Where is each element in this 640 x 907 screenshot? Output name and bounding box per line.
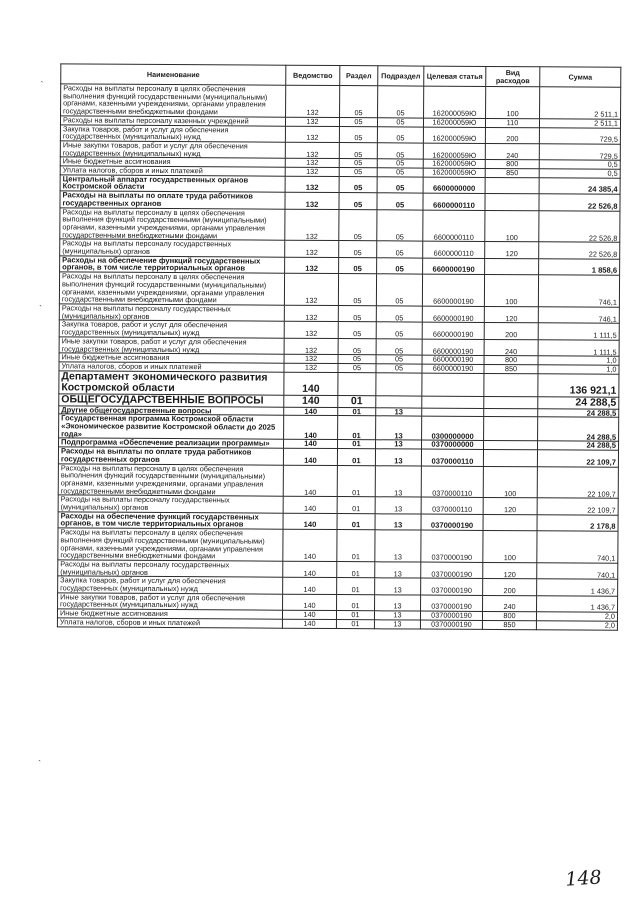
cell-kind: 100 (483, 531, 537, 563)
cell-dept: 140 (282, 610, 336, 619)
cell-amount: 1 436,7 (537, 596, 618, 613)
cell-kind: 240 (483, 595, 537, 612)
margin-tick-mark: ˋ (38, 759, 42, 771)
cell-target: 0370000190 (421, 578, 483, 595)
cell-target: 162000059Ю (423, 118, 485, 127)
cell-section: 05 (340, 86, 378, 118)
cell-subsection: 13 (375, 514, 421, 531)
cell-amount: 1,0 (538, 356, 619, 365)
cell-section: 01 (337, 530, 375, 562)
budget-table (57, 63, 621, 630)
cell-subsection: 05 (377, 126, 423, 143)
cell-dept: 132 (284, 354, 338, 363)
cell-name: Иные закупки товаров, работ и услуг для обеспечения государственных (муниципальных) нужд (59, 337, 284, 355)
cell-section: 01 (336, 619, 374, 628)
cell-subsection: 13 (375, 595, 421, 612)
cell-section: 05 (339, 159, 377, 168)
cell-amount: 1 111,5 (538, 340, 619, 357)
cell-dept: 140 (283, 561, 337, 578)
cell-name: Иные бюджетные ассигнования (57, 609, 282, 619)
cell-amount: 2,0 (536, 612, 617, 621)
handwritten-page-number: 148 (564, 866, 603, 891)
cell-dept: 132 (285, 176, 339, 193)
cell-name: Другие общегосударственные вопросы (59, 405, 284, 415)
cell-target: 6600000190 (423, 258, 485, 275)
cell-target: 0370000190 (421, 562, 483, 579)
cell-name: Расходы на обеспечение функций государственных органов, в том числе территориальных органов (58, 512, 283, 530)
cell-target: 6600000190 (422, 306, 484, 323)
cell-dept: 140 (284, 440, 338, 449)
cell-amount: 1 858,6 (539, 259, 620, 276)
cell-dept: 132 (284, 273, 338, 305)
cell-name: Расходы на выплаты персоналу государственных (муниципальных) органов (60, 239, 285, 257)
cell-dept: 132 (285, 117, 339, 126)
cell-name: Иные бюджетные ассигнования (60, 157, 285, 167)
cell-name: Расходы на выплаты персоналу государственных (муниципальных) органов (58, 560, 283, 578)
cell-section: 05 (339, 117, 377, 126)
cell-amount: 740,1 (537, 531, 618, 563)
table-row (60, 207, 620, 242)
cell-subsection: 13 (375, 578, 421, 595)
cell-section: 01 (338, 395, 376, 407)
cell-subsection: 13 (375, 449, 421, 466)
cell-subsection: 05 (376, 364, 422, 373)
cell-amount: 24 288,5 (538, 417, 619, 442)
cell-section: 05 (338, 355, 376, 364)
cell-kind (485, 177, 539, 194)
cell-dept: 132 (284, 363, 338, 372)
cell-subsection: 05 (377, 168, 423, 177)
cell-section: 01 (338, 440, 376, 449)
cell-section: 05 (339, 209, 377, 241)
cell-amount: 22 109,7 (537, 466, 618, 498)
cell-section: 05 (339, 193, 377, 210)
cell-name: Расходы на выплаты персоналу государственных (муниципальных) органов (59, 304, 284, 322)
cell-amount: 1 111,5 (538, 323, 619, 340)
cell-target: 6600000190 (422, 274, 484, 306)
cell-subsection: 05 (376, 306, 422, 323)
cell-section: 01 (337, 497, 375, 514)
cell-target: 0370000000 (422, 440, 484, 449)
cell-name: Закупка товаров, работ и услуг для обеспечения государственных (муниципальных) нужд (60, 124, 285, 142)
cell-dept: 132 (285, 167, 339, 176)
cell-subsection: 13 (376, 407, 422, 416)
cell-dept: 140 (282, 619, 336, 628)
cell-section: 01 (337, 465, 375, 497)
cell-subsection: 05 (377, 177, 423, 194)
cell-name: ОБЩЕГОСУДАРСТВЕННЫЕ ВОПРОСЫ (59, 393, 284, 406)
cell-dept: 132 (284, 338, 338, 355)
cell-target: 0370000190 (421, 595, 483, 612)
cell-target: 6600000110 (423, 210, 485, 242)
cell-kind: 850 (482, 620, 536, 629)
cell-amount: 2 178,8 (537, 515, 618, 532)
cell-section: 01 (337, 578, 375, 595)
cell-amount: 22 526,8 (539, 194, 620, 211)
margin-tick-mark: ˋ (38, 304, 43, 316)
cell-section: 05 (339, 176, 377, 193)
cell-amount: 2 511,1 (539, 119, 620, 128)
cell-kind (484, 441, 538, 450)
cell-kind: 200 (484, 323, 538, 340)
cell-subsection: 13 (375, 562, 421, 579)
cell-subsection: 13 (376, 416, 422, 440)
cell-target (422, 373, 484, 396)
cell-subsection: 05 (376, 355, 422, 364)
cell-amount: 746,1 (538, 275, 619, 307)
cell-subsection (376, 395, 422, 407)
cell-section: 05 (339, 126, 377, 143)
cell-dept: 132 (284, 305, 338, 322)
table-row (58, 463, 618, 498)
cell-kind: 120 (485, 242, 539, 259)
header-kind: Вид расходов (486, 66, 540, 86)
cell-name: Центральный аппарат государственных органов Костромской области (60, 175, 285, 193)
cell-target: 0370000190 (420, 611, 482, 620)
cell-subsection: 13 (375, 465, 421, 497)
cell-dept: 140 (283, 529, 337, 561)
cell-kind: 800 (484, 356, 538, 365)
cell-kind (484, 373, 538, 396)
cell-name: Расходы на выплаты персоналу государственных (муниципальных) органов (58, 495, 283, 513)
cell-dept: 132 (285, 209, 339, 241)
cell-dept: 140 (283, 578, 337, 595)
cell-subsection: 05 (377, 209, 423, 241)
cell-kind: 200 (483, 579, 537, 596)
cell-name: Департамент экономического развития Костромской области (59, 370, 284, 394)
header-subsection: Подраздел (378, 66, 424, 86)
cell-subsection: 05 (377, 159, 423, 168)
cell-kind: 850 (485, 168, 539, 177)
cell-name: Уплата налогов, сборов и иных платежей (59, 362, 284, 372)
cell-kind (484, 396, 538, 408)
cell-section: 01 (338, 416, 376, 440)
cell-subsection: 05 (376, 339, 422, 356)
cell-dept: 132 (285, 142, 339, 159)
cell-name: Расходы на выплаты персоналу в целях обеспечения выполнения функций государственными (муниципальными) органами, казенными учреждениями, органами управления государственными внебюджетными фондами (58, 528, 283, 561)
cell-kind (484, 408, 538, 417)
cell-target: 6600000110 (423, 241, 485, 258)
cell-name: Закупка товаров, работ и услуг для обеспечения государственных (муниципальных) нужд (58, 576, 283, 594)
cell-dept: 132 (284, 322, 338, 339)
cell-section: 05 (339, 241, 377, 258)
cell-section: 05 (339, 142, 377, 159)
header-amount: Сумма (540, 67, 621, 87)
cell-name: Расходы на выплаты персоналу в целях обеспечения выполнения функций государственными (муниципальными) органами, казенными учреждениями, органами управления государственными внебюджетными фондами (59, 272, 284, 305)
cell-target: 6600000110 (423, 193, 485, 210)
cell-section: 05 (338, 338, 376, 355)
cell-dept: 140 (284, 395, 338, 407)
cell-subsection: 05 (376, 322, 422, 339)
header-name: Наименование (61, 64, 286, 85)
cell-section: 05 (338, 306, 376, 323)
cell-subsection: 05 (377, 241, 423, 258)
cell-target: 0370000110 (421, 466, 483, 498)
cell-amount: 0,5 (539, 160, 620, 169)
cell-target: 162000059Ю (423, 159, 485, 168)
cell-target: 6600000190 (422, 339, 484, 356)
cell-kind: 110 (485, 118, 539, 127)
cell-subsection: 05 (377, 118, 423, 127)
cell-subsection: 05 (376, 274, 422, 306)
cell-dept: 132 (285, 257, 339, 274)
cell-subsection: 13 (375, 530, 421, 562)
cell-target: 0300000000 (422, 416, 484, 440)
cell-target: 162000059Ю (423, 168, 485, 177)
cell-kind: 240 (485, 143, 539, 160)
cell-dept: 132 (286, 85, 340, 117)
cell-dept: 140 (283, 513, 337, 530)
cell-name: Иные закупки товаров, работ и услуг для обеспечения государственных (муниципальных) нужд (60, 141, 285, 159)
cell-target: 162000059Ю (423, 127, 485, 144)
cell-amount: 22 526,8 (539, 242, 620, 259)
cell-amount: 24 288,5 (538, 441, 619, 450)
cell-section: 01 (337, 513, 375, 530)
table-row (59, 272, 619, 307)
cell-kind: 100 (486, 86, 540, 118)
cell-name: Иные закупки товаров, работ и услуг для обеспечения государственных (муниципальных) нужд (58, 593, 283, 611)
cell-dept: 140 (284, 372, 338, 395)
cell-name: Расходы на выплаты персоналу в целях обеспечения выполнения функций государственными (муниципальными) органами, казенными учреждениями, органами управления государственными внебюджетными фондами (61, 84, 286, 117)
table-body (57, 84, 620, 630)
cell-section: 01 (337, 562, 375, 579)
cell-name: Уплата налогов, сборов и иных платежей (57, 618, 282, 628)
cell-target: 0370000190 (420, 620, 482, 629)
cell-name: Расходы на выплаты персоналу в целях обеспечения выполнения функций государственными (муниципальными) органами, казенными учреждениями, органами управления государственными внебюджетными фондами (58, 463, 283, 496)
cell-dept: 132 (285, 126, 339, 143)
cell-section (338, 372, 376, 395)
cell-amount: 2 511,1 (540, 87, 621, 119)
cell-name: Расходы на выплаты персоналу казенных учреждений (60, 116, 285, 126)
cell-subsection: 05 (377, 193, 423, 210)
cell-kind (483, 514, 537, 531)
cell-section: 01 (338, 407, 376, 416)
table-row (58, 528, 618, 563)
cell-target: 162000059Ю (423, 143, 485, 160)
cell-dept: 132 (285, 159, 339, 168)
cell-kind: 120 (484, 306, 538, 323)
table-row (61, 84, 621, 119)
cell-kind (484, 417, 538, 441)
cell-section: 05 (338, 322, 376, 339)
cell-subsection (376, 372, 422, 395)
cell-dept: 140 (284, 416, 338, 440)
cell-amount: 746,1 (538, 307, 619, 324)
cell-name: Государственная программа Костромской области «Экономическое развитие Костромской области до 2025 года» (59, 414, 284, 439)
cell-amount: 729,5 (539, 127, 620, 144)
cell-dept: 132 (285, 241, 339, 258)
cell-kind: 100 (483, 466, 537, 498)
cell-subsection: 05 (378, 86, 424, 118)
cell-amount: 22 109,7 (537, 498, 618, 515)
cell-dept: 132 (285, 192, 339, 209)
cell-amount: 24 385,4 (539, 178, 620, 195)
margin-tick-mark: ˋ (40, 80, 44, 92)
cell-subsection: 13 (376, 440, 422, 449)
cell-target: 0370000190 (421, 514, 483, 531)
cell-name: Расходы на выплаты персоналу в целях обеспечения выполнения функций государственными (муниципальными) органами, казенными учреждениями, органами управления государственными внебюджетными фондами (60, 207, 285, 240)
cell-amount: 22 109,7 (537, 450, 618, 467)
cell-name: Иные бюджетные ассигнования (59, 353, 284, 363)
cell-section: 01 (337, 449, 375, 466)
header-section: Раздел (340, 66, 378, 86)
cell-section: 05 (338, 363, 376, 372)
cell-dept: 140 (283, 594, 337, 611)
cell-kind (485, 194, 539, 211)
cell-section: 05 (339, 168, 377, 177)
cell-kind (485, 258, 539, 275)
cell-section: 01 (336, 611, 374, 620)
cell-target: 0370000110 (421, 449, 483, 466)
cell-amount: 1 436,7 (537, 579, 618, 596)
cell-kind (483, 450, 537, 467)
cell-kind: 850 (484, 364, 538, 373)
cell-target: 6600000190 (422, 364, 484, 373)
cell-section: 05 (339, 257, 377, 274)
cell-kind: 100 (484, 275, 538, 307)
cell-target: 6600000190 (422, 322, 484, 339)
cell-target: 6600000190 (422, 355, 484, 364)
cell-kind: 200 (485, 127, 539, 144)
cell-kind: 240 (484, 339, 538, 356)
cell-subsection: 05 (377, 143, 423, 160)
cell-name: Подпрограмма «Обеспечение реализации программы» (59, 438, 284, 448)
cell-section: 05 (338, 274, 376, 306)
cell-amount: 24 288,5 (538, 396, 619, 408)
cell-name: Уплата налогов, сборов и иных платежей (60, 166, 285, 176)
cell-section: 01 (337, 594, 375, 611)
cell-amount: 24 288,5 (538, 408, 619, 417)
cell-amount: 740,1 (537, 563, 618, 580)
cell-kind: 120 (483, 498, 537, 515)
cell-dept: 140 (283, 497, 337, 514)
cell-kind: 800 (485, 160, 539, 169)
cell-target (422, 408, 484, 417)
cell-amount: 1,0 (538, 365, 619, 374)
cell-dept: 140 (284, 407, 338, 416)
cell-amount: 136 921,1 (538, 373, 619, 396)
cell-name: Расходы на выплаты по оплате труда работников государственных органов (60, 191, 285, 209)
cell-target: 162000059Ю (424, 86, 486, 118)
header-target: Целевая статья (424, 66, 486, 86)
cell-target: 0370000110 (421, 497, 483, 514)
cell-target: 0370000190 (421, 530, 483, 562)
cell-name: Закупка товаров, работ и услуг для обеспечения государственных (муниципальных) нужд (59, 320, 284, 338)
cell-amount: 2,0 (536, 621, 617, 630)
cell-kind: 800 (482, 612, 536, 621)
cell-dept: 140 (283, 465, 337, 497)
cell-subsection: 05 (377, 258, 423, 275)
cell-target (422, 396, 484, 408)
cell-subsection: 13 (374, 620, 420, 629)
cell-name: Расходы на выплаты по оплате труда работников государственных органов (58, 447, 283, 465)
cell-amount: 22 526,8 (539, 210, 620, 242)
cell-amount: 729,5 (539, 144, 620, 161)
cell-amount: 0,5 (539, 169, 620, 178)
cell-kind: 100 (485, 210, 539, 242)
cell-kind: 120 (483, 562, 537, 579)
cell-dept: 140 (283, 448, 337, 465)
cell-subsection: 13 (375, 497, 421, 514)
header-dept: Ведомство (286, 65, 340, 85)
cell-name: Расходы на обеспечение функций государственных органов, в том числе территориальных органов (60, 256, 285, 274)
cell-target: 6600000000 (423, 177, 485, 194)
cell-subsection: 13 (374, 611, 420, 620)
